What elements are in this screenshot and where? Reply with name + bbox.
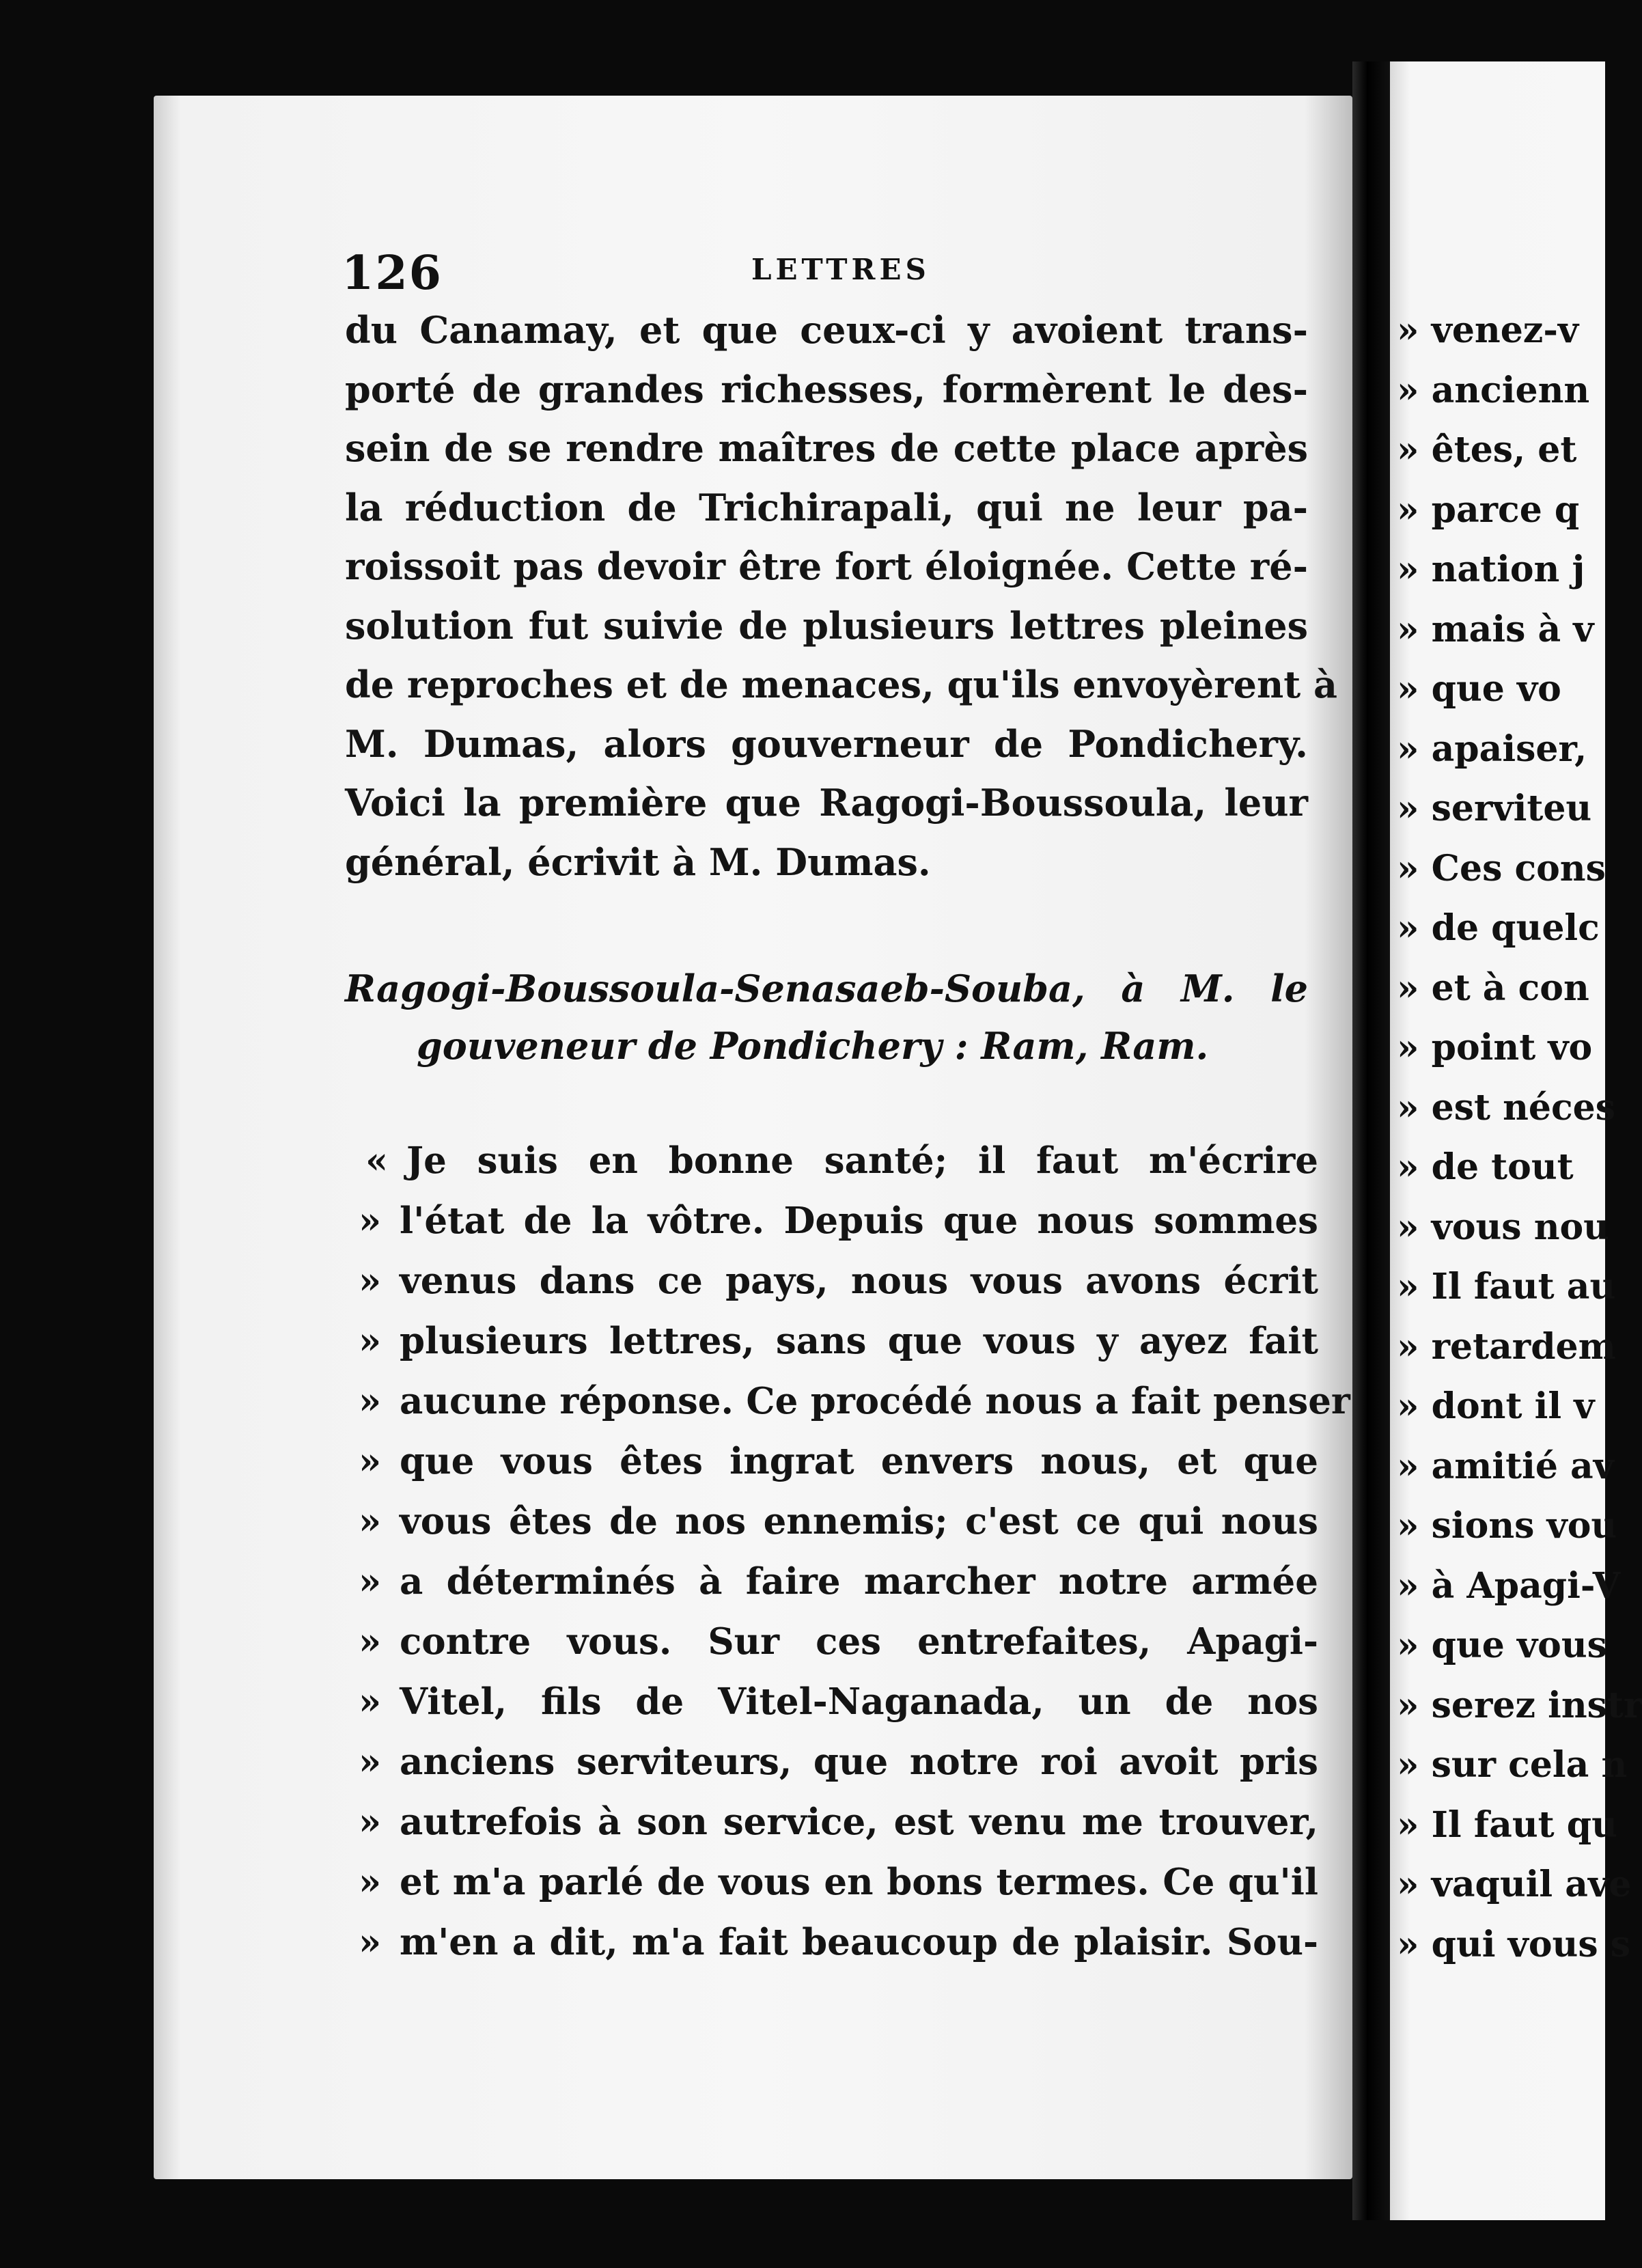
book-gutter [1352, 61, 1390, 2220]
letter-line [342, 1371, 1350, 1431]
text-line: de reproches et de menaces, qu'ils envoyèrent à [345, 663, 1337, 706]
text-line: général, écrivit à M. Dumas. [345, 840, 931, 884]
letter-line [342, 1732, 1318, 1792]
letter-line-text: Je suis en bonne santé; il faut m'écrire [406, 1139, 1318, 1182]
running-head: LETTRES [751, 253, 930, 286]
right-page-line: » amitié av [1397, 1445, 1614, 1487]
right-page-line: » ancienn [1397, 369, 1590, 411]
letter-line-text: contre vous. Sur ces entrefaites, Apagi- [400, 1620, 1318, 1663]
quote-mark: « [365, 1139, 389, 1182]
right-page-line: » que vous [1397, 1624, 1607, 1666]
letter-line-text: autrefois à son service, est venu me trouver, [400, 1801, 1318, 1843]
quote-mark: » [359, 1380, 382, 1422]
main-paragraph [345, 301, 1337, 891]
right-page-line: » de tout [1397, 1146, 1574, 1188]
quote-mark: » [359, 1500, 382, 1543]
right-page-line: » Il faut qu [1397, 1803, 1617, 1846]
letter-line-text: a déterminés à faire marcher notre armée [400, 1560, 1318, 1603]
quote-mark: » [359, 1620, 382, 1663]
page-number: 126 [342, 246, 443, 301]
quote-mark: » [359, 1681, 382, 1723]
letter-title [345, 960, 1308, 1075]
text-line: porté de grandes richesses, formèrent le des- [345, 367, 1308, 411]
letter-line-text: vous êtes de nos ennemis; c'est ce qui nous [400, 1500, 1318, 1543]
quote-mark: » [359, 1741, 382, 1783]
letter-body [342, 1131, 1350, 1972]
right-page-line: » de quelc [1397, 907, 1600, 949]
quote-mark: » [359, 1200, 382, 1242]
quote-mark: » [359, 1801, 382, 1843]
quote-mark: » [359, 1260, 382, 1302]
right-page-line: » venez-v [1397, 309, 1579, 351]
right-page-line: » sur cela n [1397, 1744, 1628, 1786]
letter-title-line: Ragogi-Boussoula-Senasaeb-Souba, à M. le [345, 967, 1308, 1010]
right-page-line: » vaquil ave [1397, 1864, 1632, 1905]
letter-line-text: anciens serviteurs, que notre roi avoit pris [400, 1741, 1318, 1783]
right-page-line: » Ces cons [1397, 847, 1606, 889]
right-page-line: » à Apagi-V [1397, 1564, 1621, 1607]
letter-line [342, 1191, 1318, 1251]
letter-line [342, 1551, 1318, 1612]
right-page-line: » est néces [1397, 1086, 1615, 1129]
right-page-text [1397, 301, 1642, 1974]
letter-line-text: venus dans ce pays, nous vous avons écrit [400, 1260, 1318, 1302]
quote-mark: » [359, 1861, 382, 1903]
right-page-line: » qui vous s [1397, 1923, 1630, 1965]
right-page-line: » vous nou [1397, 1206, 1609, 1248]
text-line: roissoit pas devoir être fort éloignée. Cette ré- [345, 544, 1308, 588]
quote-mark: » [359, 1440, 382, 1482]
right-page-line: » dont il v [1397, 1385, 1595, 1427]
letter-line [342, 1792, 1318, 1852]
letter-line [342, 1912, 1318, 1972]
text-line: M. Dumas, alors gouverneur de Pondichery. [345, 721, 1308, 766]
letter-line-text: que vous êtes ingrat envers nous, et que [400, 1440, 1318, 1482]
letter-line [342, 1612, 1318, 1672]
right-page-line: » nation j [1397, 549, 1585, 590]
right-page-line: » serviteu [1397, 788, 1592, 829]
text-line: Voici la première que Ragogi-Boussoula, leur [345, 781, 1308, 825]
quote-mark: » [359, 1320, 382, 1362]
text-line: la réduction de Trichirapali, qui ne leur pa- [345, 485, 1308, 529]
letter-line [342, 1131, 1318, 1191]
letter-line-text: et m'a parlé de vous en bons termes. Ce qu'il [400, 1861, 1318, 1903]
right-page-line: » retardem [1397, 1325, 1616, 1368]
letter-line-text: plusieurs lettres, sans que vous y ayez fait [400, 1320, 1318, 1362]
letter-line-text: aucune réponse. Ce procédé nous a fait penser [400, 1380, 1350, 1422]
quote-mark: » [359, 1921, 382, 1963]
right-page-line: » apaiser, [1397, 728, 1587, 770]
right-page-line: » mais à v [1397, 608, 1594, 650]
right-page-line: » serez instr [1397, 1684, 1642, 1726]
letter-line [342, 1251, 1318, 1311]
letter-line [342, 1852, 1318, 1912]
letter-line-text: Vitel, fils de Vitel-Naganada, un de nos [400, 1681, 1318, 1723]
right-page-line: » que vo [1397, 668, 1561, 710]
text-line: du Canamay, et que ceux-ci y avoient trans- [345, 308, 1308, 352]
text-line: sein de se rendre maîtres de cette place après [345, 426, 1308, 470]
right-page-line: » sions vou [1397, 1505, 1617, 1547]
right-page-line: » parce q [1397, 488, 1580, 531]
letter-line [342, 1311, 1318, 1371]
letter-line-text: l'état de la vôtre. Depuis que nous sommes [400, 1200, 1318, 1242]
quote-mark: » [359, 1560, 382, 1603]
right-page-line: » point vo [1397, 1027, 1593, 1068]
text-line: solution fut suivie de plusieurs lettres pleines [345, 603, 1308, 648]
right-page-line: » Il faut au [1397, 1266, 1616, 1308]
letter-line [342, 1431, 1318, 1491]
letter-line [342, 1491, 1318, 1551]
letter-line-text: m'en a dit, m'a fait beaucoup de plaisir. Sou- [400, 1921, 1318, 1963]
right-page-line: » et à con [1397, 967, 1589, 1009]
letter-line [342, 1672, 1318, 1732]
right-page-line: » êtes, et [1397, 429, 1577, 471]
letter-title-line: gouveneur de Pondichery : Ram, Ram. [417, 1024, 1209, 1068]
